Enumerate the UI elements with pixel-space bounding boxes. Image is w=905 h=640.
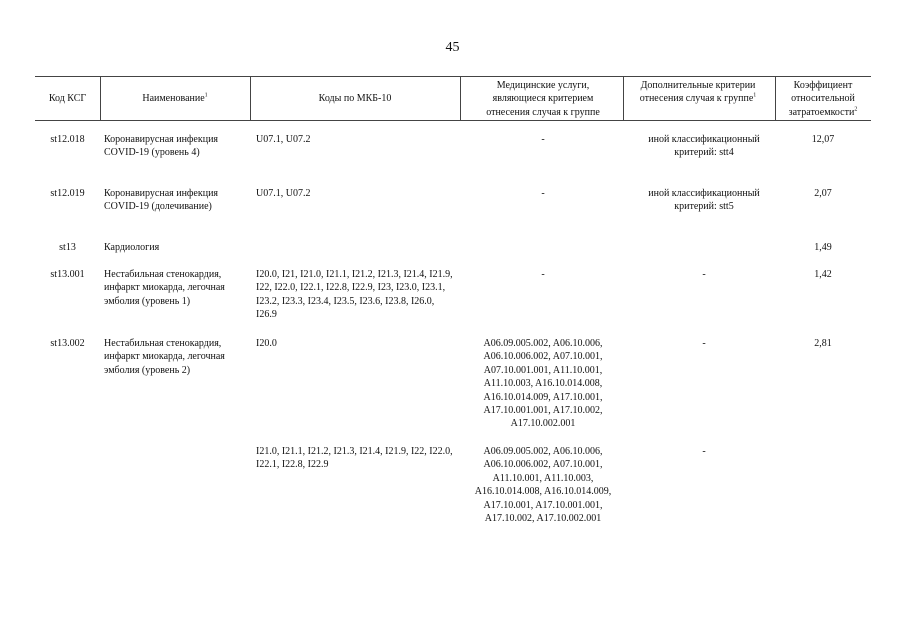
row-services: A06.09.005.002, A06.10.006, A06.10.006.002, A07.10.001, A07.10.001.001, A11.10.001, A11.10.003, A16.10.014.008, A16.10.014.009, A17.10.001, A17.10.001.001, A17.10.002, A17.10.002.001 bbox=[483, 338, 603, 430]
row-code: st13.001 bbox=[50, 269, 85, 280]
row-mkb-codes: U07.1, U07.2 bbox=[256, 188, 311, 199]
row-name: Нестабильная стенокардия, инфаркт миокарда, легочная эмболия (уровень 1) bbox=[104, 269, 225, 307]
row-name: Кардиология bbox=[104, 242, 160, 253]
table-header-rule bbox=[35, 120, 871, 121]
row-criteria: иной классификационный критерий: stt4 bbox=[648, 134, 760, 159]
row-services: - bbox=[541, 134, 545, 145]
column-divider bbox=[623, 76, 624, 120]
row-code: st13.002 bbox=[50, 338, 85, 349]
header-criteria bbox=[636, 79, 760, 106]
column-divider bbox=[775, 76, 776, 120]
header-name-footnote: 1 bbox=[204, 92, 208, 99]
row-name: Коронавирусная инфекция COVID-19 (долечивание) bbox=[104, 188, 219, 213]
header-mkb: Коды по МКБ-10 bbox=[318, 93, 392, 104]
header-code: Код КСГ bbox=[48, 93, 87, 104]
row-code: st12.018 bbox=[50, 134, 85, 145]
header-coefficient-text: Коэффициент относительной затратоемкости bbox=[788, 80, 855, 118]
header-services: Медицинские услуги, являющиеся критерием отнесения случая к группе bbox=[486, 80, 600, 118]
row-mkb-codes: U07.1, U07.2 bbox=[256, 134, 311, 145]
row-mkb-codes: I21.0, I21.1, I21.2, I21.3, I21.4, I21.9, I22, I22.0, I22.1, I22.8, I22.9 bbox=[256, 446, 453, 471]
header-coefficient bbox=[778, 79, 868, 119]
row-coefficient: 1,49 bbox=[814, 242, 832, 253]
header-criteria-text: Дополнительные критерии отнесения случая к группе bbox=[639, 80, 756, 105]
row-services: - bbox=[541, 188, 545, 199]
column-divider bbox=[460, 76, 461, 120]
row-coefficient: 2,07 bbox=[814, 188, 832, 199]
row-code: st13 bbox=[59, 242, 76, 253]
header-name bbox=[100, 92, 250, 105]
header-criteria-footnote: 1 bbox=[753, 93, 757, 100]
row-mkb-codes: I20.0 bbox=[256, 338, 277, 349]
row-criteria: - bbox=[702, 338, 706, 349]
row-name: Коронавирусная инфекция COVID-19 (уровень 4) bbox=[104, 134, 219, 159]
row-services: - bbox=[541, 269, 545, 280]
row-code: st12.019 bbox=[50, 188, 85, 199]
row-mkb-codes: I20.0, I21, I21.0, I21.1, I21.2, I21.3, I21.4, I21.9, I22, I22.0, I22.1, I22.8, I22.9, I23, I23.0, I23.1, I23.2, I23.3, I23.4, I23.5, I23.6, I23.8, I26.0, I26.9 bbox=[256, 269, 453, 321]
row-coefficient: 2,81 bbox=[814, 338, 832, 349]
row-criteria: - bbox=[702, 446, 706, 457]
header-name-text: Наименование bbox=[142, 93, 205, 104]
row-criteria: иной классификационный критерий: stt5 bbox=[648, 188, 760, 213]
row-name: Нестабильная стенокардия, инфаркт миокарда, легочная эмболия (уровень 2) bbox=[104, 338, 225, 376]
header-coefficient-footnote: 2 bbox=[854, 106, 858, 113]
row-criteria: - bbox=[702, 269, 706, 280]
table-top-rule bbox=[35, 76, 871, 77]
row-coefficient: 1,42 bbox=[814, 269, 832, 280]
row-services: A06.09.005.002, A06.10.006, A06.10.006.002, A07.10.001, A11.10.001, A11.10.003, A16.10.014.008, A16.10.014.009, A17.10.001, A17.10.001.001, A17.10.002, A17.10.002.001 bbox=[474, 446, 612, 525]
page-number: 45 bbox=[445, 40, 460, 55]
row-coefficient: 12,07 bbox=[811, 134, 835, 145]
